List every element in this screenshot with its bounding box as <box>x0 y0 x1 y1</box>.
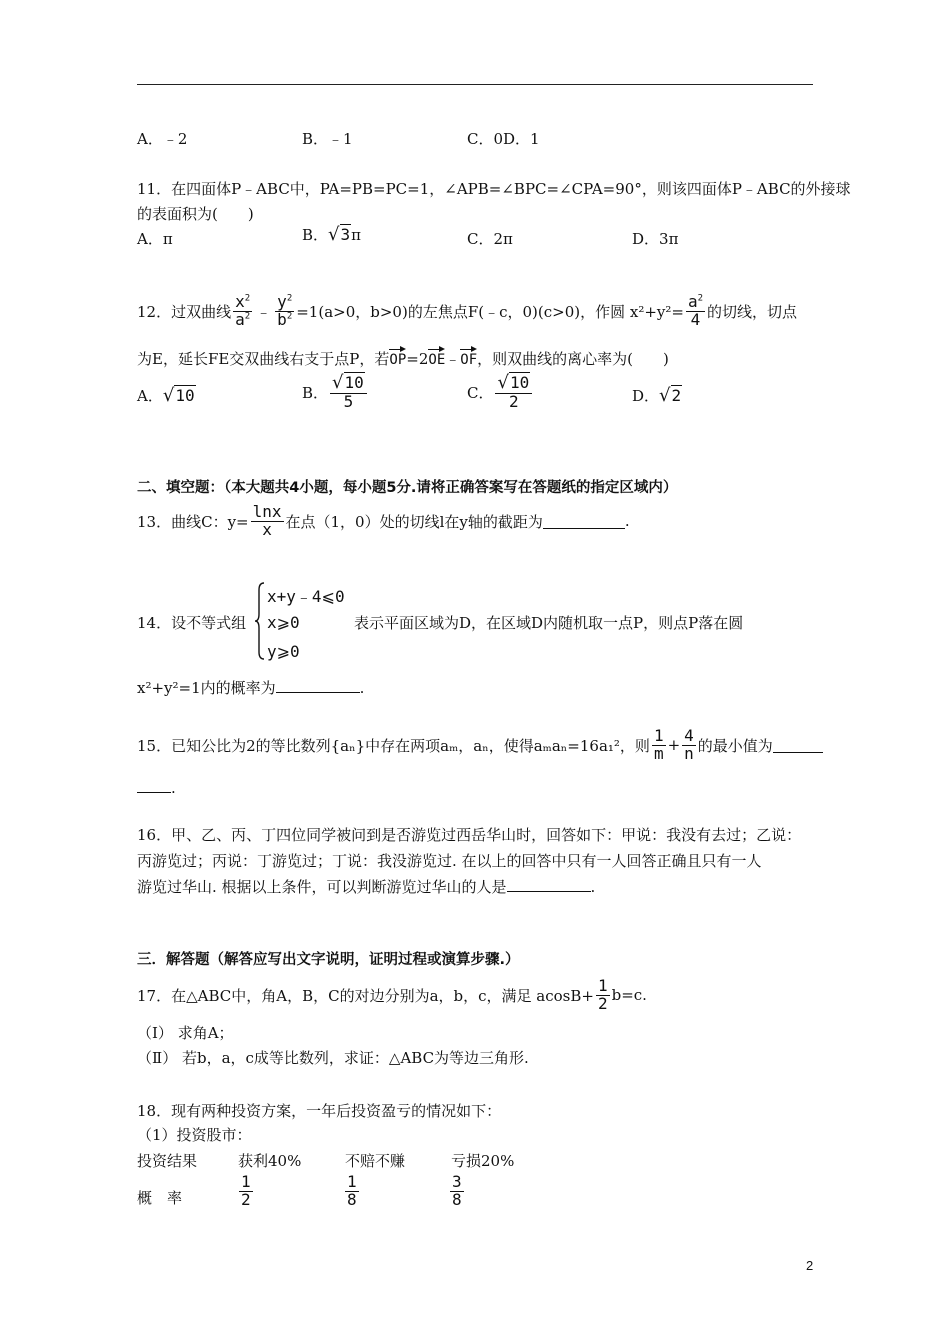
period: . <box>359 679 365 697</box>
denominator: 2 <box>597 993 608 1013</box>
numerator: 3 <box>452 1172 462 1191</box>
q15-line2 <box>137 778 176 797</box>
prob-cell <box>448 1174 466 1209</box>
vector-op: OP <box>389 349 406 368</box>
sqrt-symbol: √2 <box>659 385 682 406</box>
q17-suffix: b=c. <box>611 986 647 1004</box>
q18-line1: 18．现有两种投资方案，一年后投资盈亏的情况如下： <box>137 1102 502 1120</box>
table-header-profit: 获利40% <box>238 1152 302 1170</box>
q11-option-b <box>302 224 361 245</box>
eq-two: =2 <box>406 350 429 368</box>
q12-option-d <box>632 385 682 406</box>
frac-x2-a2 <box>233 291 252 329</box>
q11-option-a: A．π <box>137 230 173 248</box>
prob-cell <box>237 1174 255 1209</box>
vector-oe: OE <box>428 349 445 368</box>
radicand: 3 <box>340 225 351 244</box>
radicand: 10 <box>509 373 530 392</box>
q17 <box>137 972 647 1018</box>
denominator: 2 <box>241 1189 251 1209</box>
option-cd: C．0D．1 <box>467 130 540 148</box>
q13-suffix: 在点（1，0）处的切线l在y轴的截距为 <box>285 512 543 531</box>
header-rule <box>137 84 813 85</box>
q18-line2: （1）投资股市： <box>137 1126 252 1144</box>
section-3-heading: 三．解答题（解答应写出文字说明，证明过程或演算步骤.） <box>137 952 520 968</box>
radicand: 2 <box>671 386 682 405</box>
q11-line1: 11．在四面体P﹣ABC中，PA=PB=PC=1，∠APB=∠BPC=∠CPA=90°，则该四面体P﹣ABC的外接球 <box>137 180 851 198</box>
q11-line2: 的表面积为( ) <box>137 205 254 223</box>
numerator: 1 <box>347 1172 357 1191</box>
option-a: A．﹣2 <box>137 130 188 148</box>
denominator: 4 <box>690 309 701 329</box>
denominator: 2 <box>509 391 519 411</box>
numerator: 1 <box>597 975 608 995</box>
a-var: a <box>235 309 245 329</box>
q14-line2 <box>137 677 364 698</box>
q17-part2: （Ⅱ） 若b，a，c成等比数列，求证：△ABC为等边三角形. <box>137 1049 529 1067</box>
numerator: 1 <box>653 725 664 745</box>
denominator: m <box>653 743 664 763</box>
frac-a2-4 <box>686 291 705 329</box>
q12-line1: 12．过双曲线 $\frac{x^2}{a^2}$ ﹣ $\frac{y^2}{b^2}$ =1(a>0，b>0)的左焦点F(﹣c，0)(c>0)，作圆 x²+y²= $\frac{a^2}{4}$ 的切线，切点 <box>137 291 798 329</box>
denominator: 5 <box>343 391 354 411</box>
frac-lnx-x <box>251 501 284 539</box>
q12-line2 <box>137 348 669 369</box>
a-var: a <box>687 291 698 311</box>
constraint-3: y⩾0 <box>267 642 300 661</box>
sqrt-symbol: √10 <box>497 372 530 393</box>
denominator: 8 <box>347 1189 357 1209</box>
left-brace <box>255 582 265 660</box>
q17-prefix: 17．在△ABC中，角A，B，C的对边分别为a，b，c，满足 acosB+ <box>137 986 594 1005</box>
numerator: 4 <box>684 725 694 745</box>
answer-blank <box>507 877 591 892</box>
option-b: B．﹣1 <box>302 130 353 148</box>
prob-fraction <box>450 1174 464 1209</box>
radicand: 10 <box>175 386 195 405</box>
prob-fraction <box>239 1174 253 1209</box>
q16-line2: 丙游览过；丙说：丁游览过；丁说：我没游览过. 在以上的回答中只有一人回答正确且只有一人 <box>137 852 762 870</box>
exp: 2 <box>286 293 293 304</box>
plus-sign: + <box>667 736 681 754</box>
q11-option-d: D．3π <box>632 230 679 248</box>
q12-line2-post: ，则双曲线的离心率为( ) <box>477 350 669 368</box>
q12-option-a <box>137 385 196 406</box>
table-row-label: 概 率 <box>137 1189 183 1207</box>
q14-suffix: 表示平面区域为D，在区域D内随机取一点P，则点P落在圆 <box>354 614 744 632</box>
q15-suffix: 的最小值为 <box>697 736 773 755</box>
numerator: lnx <box>252 501 282 521</box>
q12-option-c <box>467 374 534 411</box>
period: . <box>624 512 630 530</box>
q16-line3-text: 游览过华山. 根据以上条件，可以判断游览过华山的人是 <box>137 878 507 896</box>
vector-of: OF <box>460 349 477 368</box>
frac-sqrt10-5 <box>330 374 367 411</box>
answer-blank-continued <box>137 778 171 793</box>
q11-option-c: C．2π <box>467 230 513 248</box>
period: . <box>590 878 596 896</box>
exp: 2 <box>697 293 704 304</box>
q11-option-b-label: B． <box>302 226 329 244</box>
frac-sqrt10-2 <box>495 374 532 411</box>
frac-4-n <box>682 725 696 763</box>
label: D． <box>632 387 660 405</box>
answer-blank <box>773 738 823 753</box>
exp: 2 <box>286 311 293 322</box>
constraint-1: x+y﹣4⩽0 <box>267 587 345 606</box>
denominator: n <box>684 743 694 763</box>
answer-blank <box>276 678 360 693</box>
q14-line2-text: x²+y²=1内的概率为 <box>137 679 276 697</box>
label: C． <box>467 383 494 402</box>
b-var: b <box>277 309 287 329</box>
denominator: x <box>262 519 272 539</box>
label: A． <box>137 387 163 405</box>
sqrt-symbol: √10 <box>332 372 364 393</box>
q12-suffix: 的切线，切点 <box>707 302 798 321</box>
numerator: 1 <box>241 1172 251 1191</box>
table-header-result: 投资结果 <box>137 1152 198 1170</box>
q12-option-b <box>302 374 369 411</box>
period: . <box>171 779 176 797</box>
prob-fraction <box>345 1174 359 1209</box>
q16-line1: 16．甲、乙、丙、丁四位同学被问到是否游览过西岳华山时，回答如下：甲说：我没有去过；乙说： <box>137 826 802 844</box>
y-var: y <box>277 291 287 311</box>
sqrt-symbol: √3 <box>328 224 351 245</box>
x-var: x <box>235 291 245 311</box>
table-header-even: 不赔不赚 <box>345 1152 406 1170</box>
sqrt-symbol: √10 <box>162 385 195 406</box>
page-number: 2 <box>806 1258 814 1273</box>
q12-prefix: 12．过双曲线 <box>137 302 232 321</box>
q12-line2-pre: 为E，延长FE交双曲线右支于点P，若 <box>137 350 390 368</box>
section-2-heading: 二、填空题：（本大题共4小题，每小题5分.请将正确答案写在答题纸的指定区域内） <box>137 480 678 496</box>
radicand: 10 <box>344 373 364 392</box>
prob-cell <box>343 1174 361 1209</box>
q14-prefix: 14．设不等式组 <box>137 614 247 632</box>
exp: 2 <box>244 311 251 322</box>
constraint-2: x⩾0 <box>267 613 300 632</box>
q13 <box>137 498 630 544</box>
q17-part1: （Ⅰ） 求角A； <box>137 1024 234 1042</box>
exp: 2 <box>244 293 251 304</box>
minus-sign: ﹣ <box>445 350 461 368</box>
pi-symbol: π <box>351 226 362 244</box>
q16-line3 <box>137 876 595 897</box>
table-header-loss: 亏损20% <box>451 1152 515 1170</box>
denominator: 8 <box>452 1189 462 1209</box>
answer-blank <box>543 514 625 529</box>
frac-1-m <box>652 725 666 763</box>
q15-prefix: 15．已知公比为2的等比数列{aₙ}中存在两项aₘ，aₙ，使得aₘaₙ=16a₁²，则 <box>137 736 650 755</box>
q13-prefix: 13．曲线C：y= <box>137 512 249 531</box>
label: B． <box>302 383 329 402</box>
q12-mid: =1(a>0，b>0)的左焦点F(﹣c，0)(c>0)，作圆 x²+y²= <box>296 302 684 321</box>
frac-y2-b2 <box>275 291 294 329</box>
frac-1-2 <box>596 975 610 1013</box>
q15 <box>137 722 823 768</box>
